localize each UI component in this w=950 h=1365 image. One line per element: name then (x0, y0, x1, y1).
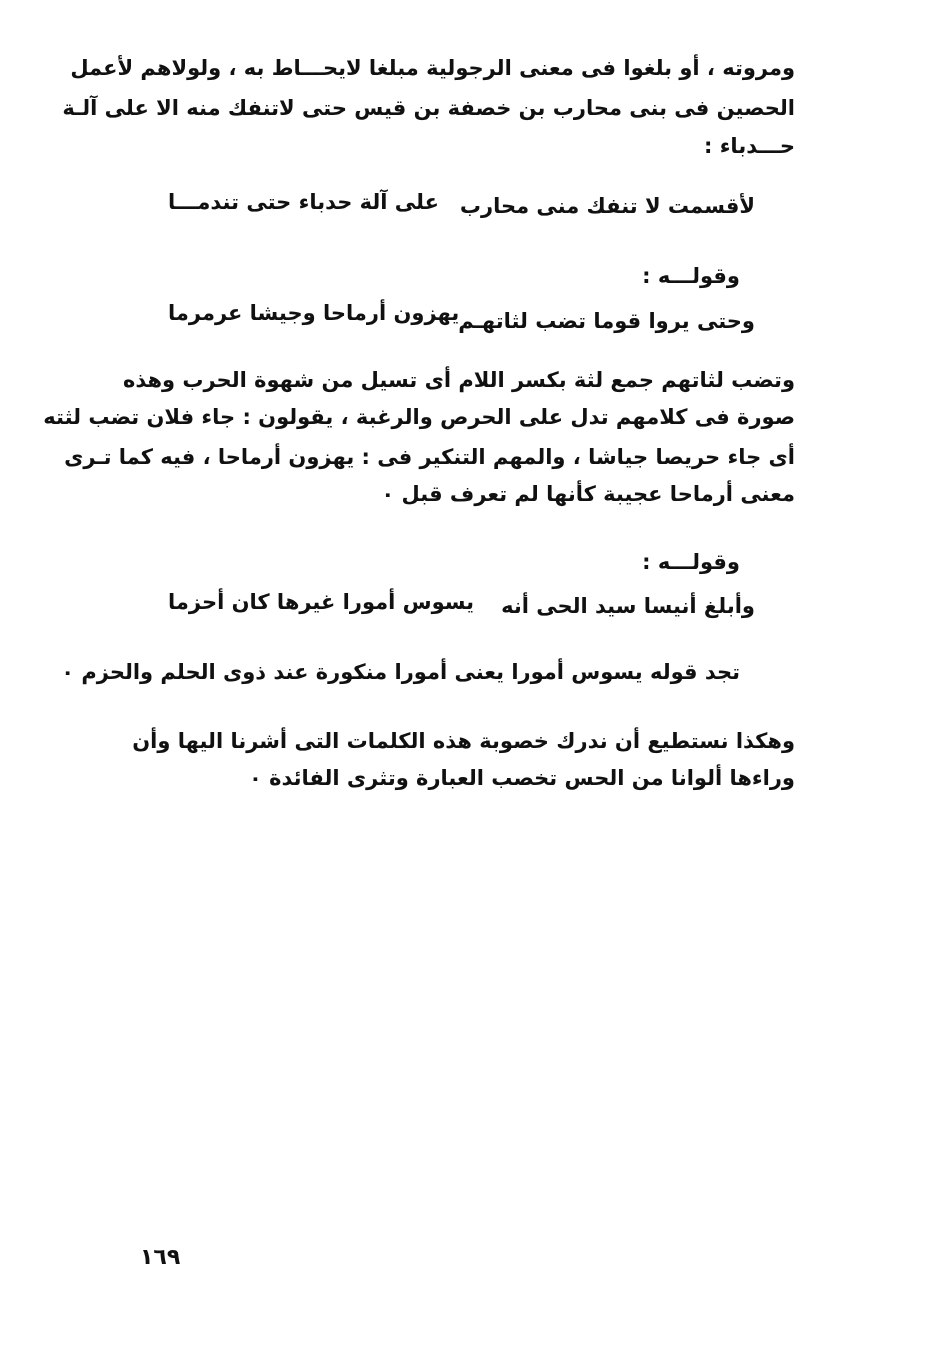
verse-1-first-hemistich: لأقسمت لا تنفك منى محارب (459, 194, 755, 218)
verse-3-first-hemistich: وأبلغ أنيسا سيد الحى أنه (501, 594, 755, 618)
paragraph-1-line-2: الحصين فى بنى محارب بن خصفة بن قيس حتى لاتنفك منه الا على آلـة (62, 96, 795, 120)
paragraph-2-line-4: معنى أرماحا عجيبة كأنها لم تعرف قبل ٠ (381, 482, 795, 506)
paragraph-1-line-1: ومروته ، أو بلغوا فى معنى الرجولية مبلغا لايحـــاط به ، ولولاهم لأعمل (70, 56, 795, 80)
paragraph-2-line-1: وتضب لثاتهم جمع لثة بكسر اللام أى تسيل من شهوة الحرب وهذه (122, 368, 795, 392)
paragraph-4-line-1: وهكذا نستطيع أن ندرك خصوبة هذه الكلمات التى أشرنا اليها وأن (132, 729, 795, 753)
paragraph-3-line-1: تجد قوله يسوس أمورا يعنى أمورا منكورة عند ذوى الحلم والحزم ٠ (61, 660, 740, 684)
paragraph-2-line-2: صورة فى كلامهم تدل على الحرص والرغبة ، يقولون : جاء فلان تضب لثته (43, 405, 795, 429)
paragraph-2-line-3: أى جاء حريصا جياشا ، والمهم التنكير فى : يهزون أرماحا ، فيه كما تـرى (64, 445, 795, 469)
verse-1-second-hemistich: على آلة حدباء حتى تندمـــا (168, 190, 439, 214)
verse-3-second-hemistich: يسوس أمورا غيرها كان أحزما (168, 590, 475, 614)
paragraph-4-line-2: وراءها ألوانا من الحس تخصب العبارة وتثرى الفائدة ٠ (248, 766, 795, 790)
verse-2-intro: وقولـــه : (642, 264, 740, 288)
paragraph-1-line-3: حـــدباء : (703, 134, 795, 158)
page-number: ١٦٩ (140, 1245, 181, 1270)
verse-2-first-hemistich: وحتى يروا قوما تضب لثاتهـم (458, 309, 755, 333)
verse-3-intro: وقولـــه : (642, 550, 740, 574)
verse-2-second-hemistich: يهزون أرماحا وجيشا عرمرما (168, 301, 460, 325)
